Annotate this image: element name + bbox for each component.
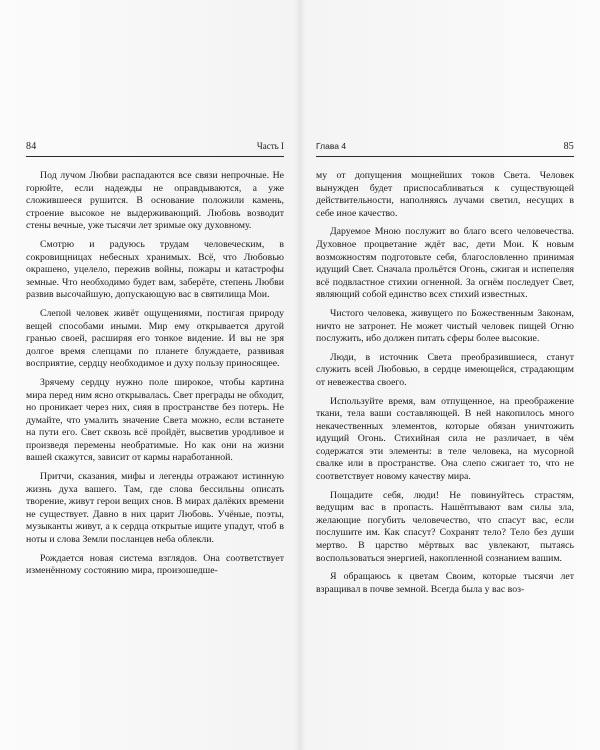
paragraph: Используйте время, вам отпущенное, на преображение ткани, тела ваши составляющей. В ней накопилось много некачественных элементов, которые обязан уничтожить идущий Огонь. Стихийная сила не различает, в чём содержатся эти элементы: в теле человека, на мусорной свалке или в пространстве. Она слепо сжигает то, что не соответствует новому качеству мира. <box>316 395 574 483</box>
running-head: Глава 4 <box>316 141 347 151</box>
paragraph: Чистого человека, живущего по Божественным Законам, ничто не затронет. Не может чистый человек пищей Огню послужить, ибо должен питать сферы более высокие. <box>316 307 574 345</box>
paragraph: Даруемое Мною послужит во благо всего человечества. Духовное процветание ждёт вас, дети Мои. К новым возможностям подготовьте себя, благословленно принимая идущий Свет. Сначала прольётся Огонь, сжигая и испепеляя всё подвластное стихии огненной. За огнём последует Свет, являющий собой единство всех стихий известных. <box>316 226 574 301</box>
right-page-body <box>316 170 574 596</box>
paragraph: Я обращаюсь к цветам Своим, которые тысячи лет взращивал в почве земной. Всегда была у вас воз- <box>316 571 574 595</box>
paragraph: Под лучом Любви распадаются все связи непрочные. Не горюйте, если надежды не оправдываются, а уже сложившееся рушится. В основание положили камень, строение высокое не выдерживающий. Любовь возводит стены вечные, уже тысячи лет зримые оку духовному. <box>26 170 284 232</box>
paragraph: Слепой человек живёт ощущениями, постигая природу вещей способами иными. Мир ему открывается другой гранью своей, расширяя его тонкое видение. И вы не зря долгое время слепцами по планете блуждаете, развивая восприятие, сердцу необходимое и духу пользу приносящее. <box>26 307 284 370</box>
paragraph: Зрячему сердцу нужно поле широкое, чтобы картина мира перед ним ясно открывалась. Свет преграды не обходит, но проникает через них, сияя в пространстве без потерь. Не думайте, что умалить значение Света можно, если встанете на пути его. Свет сквозь всё пройдёт, высветив уродливое и произведя перемены необратимые. Но как они на жизни вашей скажутся, зависит от кармы наработанной. <box>26 376 284 464</box>
paragraph: Притчи, сказания, мифы и легенды отражают истинную жизнь духа вашего. Там, где слова бессильны описать творение, живут герои вещих снов. В мирах далёких времени не существует. Давно в них царит Любовь. Учёные, поэты, музыканты живут, а к сердца открытые ищите упадут, чтоб в ноты и слова Земли посланцев неба облекли. <box>26 471 284 546</box>
header-rule <box>26 156 284 157</box>
left-page <box>26 138 284 578</box>
page-number: 85 <box>563 141 574 152</box>
header-rule <box>316 156 574 157</box>
paragraph: Пощадите себя, люди! Не повинуйтесь страстям, ведущим вас в пропасть. Нашёптывают вам силы зла, желающие погубить человечество, что спасут вас, если послушите им. Как спасут? Сохранят тело? Тело без души мертво. В царство мёртвых вас увлекают, пытаясь воспользоваться энергией, накопленной сознанием вашим. <box>316 489 574 564</box>
paragraph: Рождается новая система взглядов. Она соответствует изменённому состоянию мира, произошедше- <box>26 552 284 577</box>
left-page-header <box>26 138 284 154</box>
paragraph: Люди, в источник Света преобразившиеся, станут служить всей Любовью, в сердце имеющейся, страдающим от невежества своего. <box>316 351 574 388</box>
page-number: 84 <box>26 141 37 152</box>
running-head: Часть I <box>256 141 284 151</box>
right-page-header <box>316 138 574 154</box>
right-page <box>316 138 574 596</box>
left-page-body <box>26 170 284 578</box>
paragraph: Смотрю и радуюсь трудам человеческим, в сокровищницах небесных хранимых. Всё, что Любовью окрашено, уцелело, пережив войны, пожары и катастрофы земные. Что необходимо будет вам, заберёте, степень Любви развив высочайшую, допускающую вас в святилища Мои. <box>26 238 284 301</box>
paragraph: му от допущения мощнейших токов Света. Человек вынужден будет приспосабливаться к существующей действительности, наполняясь лучами светил, несущих в себе иное качество. <box>316 170 574 219</box>
